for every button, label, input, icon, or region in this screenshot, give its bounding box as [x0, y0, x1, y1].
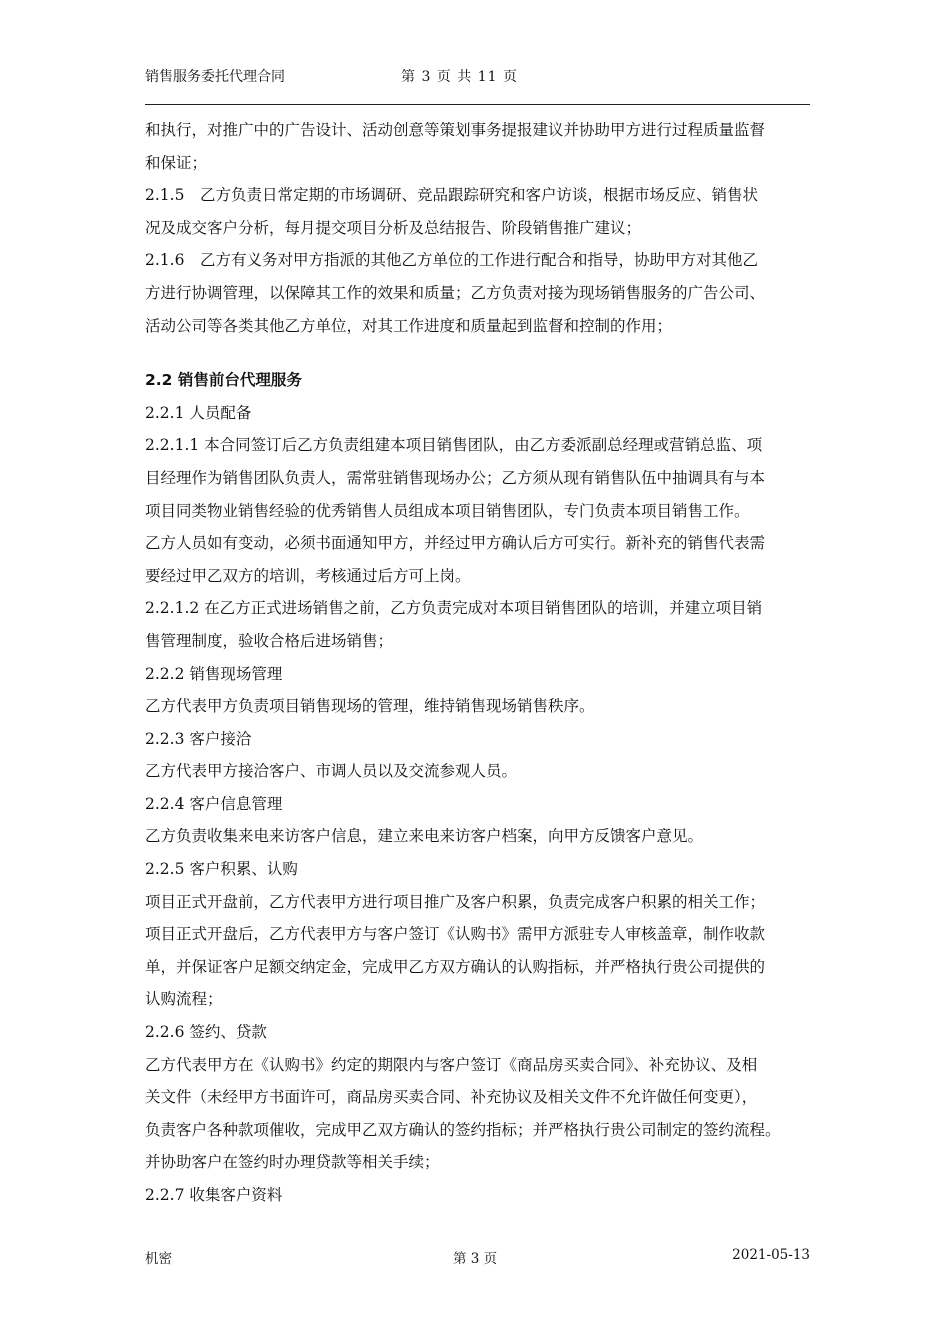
footer-date: 2021-05-13	[732, 1247, 810, 1263]
text-line: 2.2.1.2 在乙方正式进场销售之前，乙方负责完成对本项目销售团队的培训，并建立项目销	[145, 599, 763, 618]
text-line: 项目正式开盘前，乙方代表甲方进行项目推广及客户积累，负责完成客户积累的相关工作；	[145, 892, 766, 911]
text-line: 并协助客户在签约时办理贷款等相关手续；	[145, 1153, 440, 1172]
header-doc-title: 销售服务委托代理合同	[145, 69, 285, 85]
header-divider	[145, 104, 810, 105]
text-line: 方进行协调管理，以保障其工作的效果和质量；乙方负责对接为现场销售服务的广告公司、	[145, 283, 766, 302]
page-header	[145, 66, 810, 90]
footer-page-number: 第 3 页	[453, 1251, 498, 1267]
footer-confidential-label: 机密	[145, 1251, 172, 1267]
text-line: 项目正式开盘后，乙方代表甲方与客户签订《认购书》需甲方派驻专人审核盖章，制作收款	[145, 925, 766, 944]
section-spacer	[145, 342, 810, 364]
text-line: 关文件（未经甲方书面许可，商品房买卖合同、补充协议及相关文件不允许做任何变更），	[145, 1088, 758, 1107]
page-footer	[145, 1247, 810, 1267]
text-line: 单，并保证客户足额交纳定金，完成甲乙方双方确认的认购指标，并严格执行贵公司提供的	[145, 957, 766, 976]
text-line: 售管理制度，验收合格后进场销售；	[145, 631, 394, 650]
section-heading: 2.2 销售前台代理服务	[145, 371, 302, 390]
text-line: 2.2.1 人员配备	[145, 403, 252, 422]
text-line: 和保证；	[145, 153, 208, 172]
text-line: 况及成交客户分析，每月提交项目分析及总结报告、阶段销售推广建议；	[145, 218, 642, 237]
text-line: 负责客户各种款项催收，完成甲乙双方确认的签约指标；并严格执行贵公司制定的签约流程。	[145, 1120, 781, 1139]
header-page-indicator: 第 3 页 共 11 页	[401, 69, 518, 85]
text-line: 乙方代表甲方负责项目销售现场的管理，维持销售现场销售秩序。	[145, 697, 595, 716]
text-line: 2.2.2 销售现场管理	[145, 664, 283, 683]
text-line: 2.2.3 客户接洽	[145, 729, 252, 748]
text-line: 和执行，对推广中的广告设计、活动创意等策划事务提报建议并协助甲方进行过程质量监督	[145, 121, 766, 139]
text-line: 2.1.5 乙方负责日常定期的市场调研、竞品跟踪研究和客户访谈，根据市场反应、销售状	[145, 186, 758, 205]
text-line: 活动公司等各类其他乙方单位，对其工作进度和质量起到监督和控制的作用；	[145, 316, 673, 335]
text-line: 乙方代表甲方接洽客户、市调人员以及交流参观人员。	[145, 762, 518, 781]
text-line: 乙方代表甲方在《认购书》约定的期限内与客户签订《商品房买卖合同》、补充协议、及相	[145, 1055, 758, 1074]
text-line: 乙方负责收集来电来访客户信息，建立来电来访客户档案，向甲方反馈客户意见。	[145, 827, 704, 846]
text-line: 要经过甲乙双方的培训，考核通过后方可上岗。	[145, 566, 471, 585]
clause-2-2-body	[145, 397, 810, 1212]
text-line: 目经理作为销售团队负责人，需常驻销售现场办公；乙方须从现有销售队伍中抽调具有与本	[145, 468, 766, 487]
text-line: 2.2.7 收集客户资料	[145, 1186, 283, 1204]
text-line: 2.2.5 客户积累、认购	[145, 860, 298, 879]
text-line: 乙方人员如有变动，必须书面通知甲方，并经过甲方确认后方可实行。新补充的销售代表需	[145, 534, 766, 553]
text-line: 项目同类物业销售经验的优秀销售人员组成本项目销售团队，专门负责本项目销售工作。	[145, 501, 750, 520]
text-line: 认购流程；	[145, 990, 223, 1009]
text-line: 2.2.4 客户信息管理	[145, 794, 283, 813]
text-line: 2.1.6 乙方有义务对甲方指派的其他乙方单位的工作进行配合和指导，协助甲方对其他乙	[145, 251, 758, 270]
text-line: 2.2.6 签约、贷款	[145, 1023, 267, 1042]
document-body	[145, 114, 810, 1212]
clause-2-1-continuation	[145, 114, 810, 342]
text-line: 2.2.1.1 本合同签订后乙方负责组建本项目销售团队，由乙方委派副总经理或营销总监、项	[145, 436, 763, 455]
